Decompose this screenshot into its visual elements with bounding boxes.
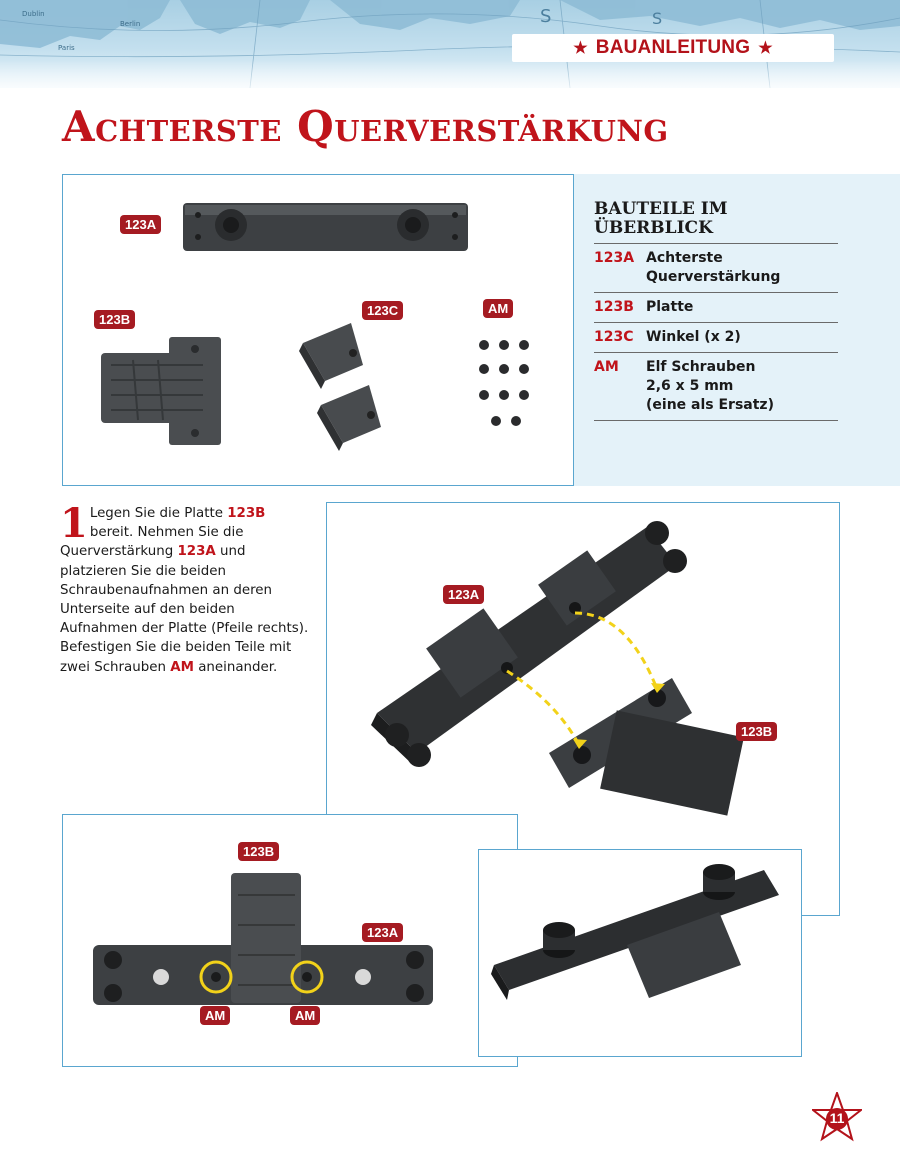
svg-text:Dublin: Dublin [22,10,45,18]
section-label: BAUANLEITUNG [595,37,751,58]
finished-illustration [479,850,801,1056]
section-banner [512,34,834,62]
part-description: Elf Schrauben 2,6 x 5 mm (eine als Ersatz) [646,359,774,413]
step-1-photo-finished [478,849,802,1057]
svg-text:S: S [652,9,663,28]
star-icon: ★ [573,40,588,57]
page-title: Achterste Querverstärkung [62,102,669,151]
part-row [594,243,838,292]
svg-text:Paris: Paris [58,44,75,52]
overview-heading: BAUTEILE IM ÜBERBLICK [594,199,728,238]
part-row [594,292,838,322]
underside-illustration [63,815,517,1066]
part-row [594,322,838,352]
part-row [594,352,838,421]
page-number: 11 [829,1110,845,1126]
label-123a: 123A [362,923,403,942]
label-123b: 123B [94,310,135,329]
part-description: Achterste Querverstärkung [646,250,781,285]
part-ref: 123B [227,506,266,521]
part-code: 123A [594,250,635,266]
step-1-photo-underside [62,814,518,1067]
part-am-screws-image [479,340,529,426]
part-description: Winkel (x 2) [646,329,741,345]
step-1-instructions [60,500,310,677]
label-123a: 123A [120,215,161,234]
svg-text:Berlin: Berlin [120,20,141,28]
label-123b: 123B [238,842,279,861]
star-icon: ★ [758,40,773,57]
label-123a: 123A [443,585,484,604]
part-ref: AM [170,659,194,675]
label-am: AM [483,299,513,318]
label-123b: 123B [736,722,777,741]
part-123b-image [101,337,221,445]
part-code: AM [594,359,619,375]
part-123a-image [183,203,468,251]
svg-text:S: S [540,6,552,27]
part-ref: 123A [177,544,216,560]
label-123c: 123C [362,301,403,320]
label-am: AM [200,1006,230,1025]
part-description: Platte [646,299,694,315]
parts-list [594,243,838,421]
label-am: AM [290,1006,320,1025]
step-text: Legen Sie die Platte 123B bereit. Nehmen Sie die Querverstärkung 123A und platzieren Sie die beiden Schraubenaufnahmen an deren Unterseite auf den beiden Aufnahmen der Platte (Pfeile rechts). Befestigen Sie die beiden Teile mit zwei Schrauben AM aneinander. [60,506,309,675]
part-123c-image [299,323,381,451]
step-number: 1 [60,500,88,547]
part-code: 123C [594,329,634,345]
part-code: 123B [594,299,634,315]
